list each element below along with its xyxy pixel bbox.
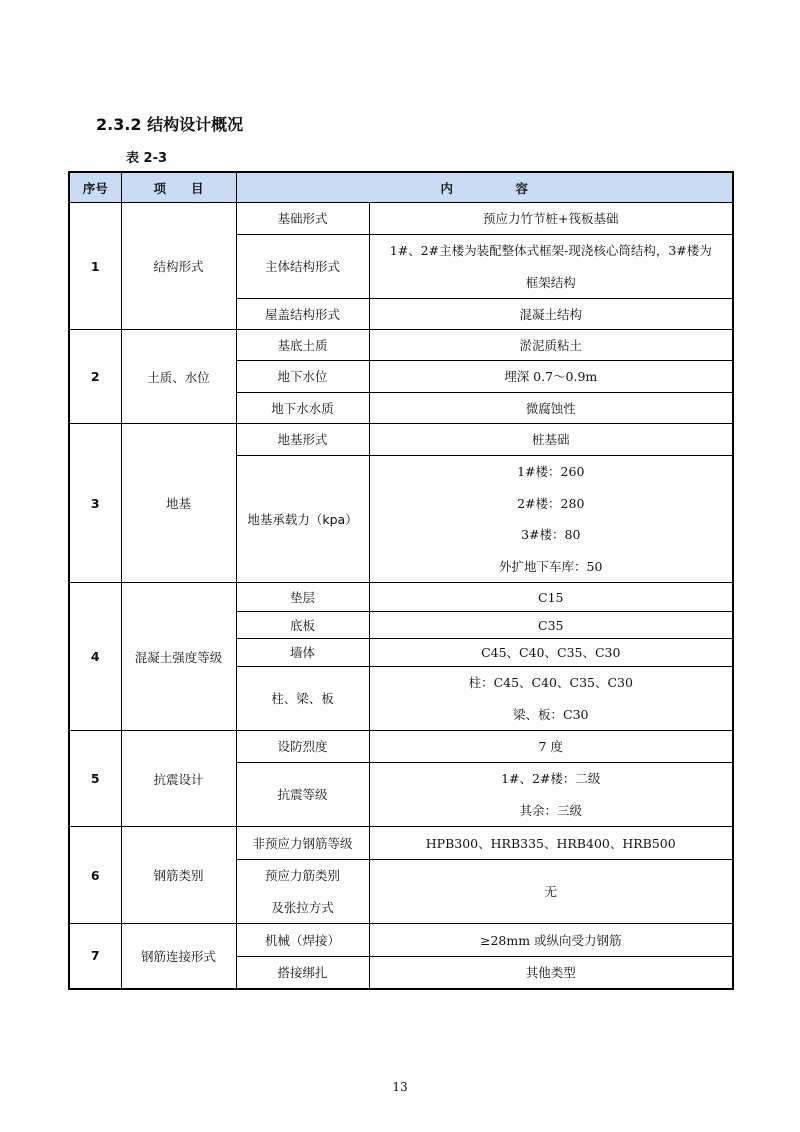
content-line: 其他类型 xyxy=(525,964,576,980)
item-content xyxy=(369,330,733,361)
item-name-line: 地基承载力（kpa） xyxy=(247,511,358,527)
item-name-line: 设防烈度 xyxy=(277,739,328,754)
content-line: 桩基础 xyxy=(532,432,570,447)
content-line: 1#、2#主楼为装配整体式框架-现浇核心筒结构，3#楼为 xyxy=(389,243,712,258)
row-category: 地基 xyxy=(121,424,236,583)
content-line: 7 度 xyxy=(538,739,563,754)
content-line: 微腐蚀性 xyxy=(525,400,576,416)
content-line: C35 xyxy=(538,617,564,633)
row-number: 3 xyxy=(69,424,121,583)
content-line: 混凝土结构 xyxy=(519,306,583,322)
item-content xyxy=(369,763,733,827)
item-content xyxy=(369,827,733,860)
item-name xyxy=(236,827,369,860)
item-name-line: 搭接绑扎 xyxy=(277,964,328,980)
item-name xyxy=(236,957,369,989)
content-line: 其余：三级 xyxy=(519,802,583,818)
item-content xyxy=(369,299,733,330)
row-number: 7 xyxy=(69,924,121,989)
item-name-line: 墙体 xyxy=(289,645,315,660)
header-item: 项 目 xyxy=(121,172,236,203)
item-content xyxy=(369,957,733,989)
table-label: 表 2-3 xyxy=(126,151,168,166)
content-line: 3#楼：80 xyxy=(521,527,581,542)
content-line: 埋深 0.7～0.9m xyxy=(504,369,598,384)
content-line: 1#、2#楼：二级 xyxy=(501,771,601,786)
structure-design-table xyxy=(68,171,734,990)
item-name xyxy=(236,731,369,763)
item-name xyxy=(236,763,369,827)
table-row xyxy=(69,924,733,957)
item-name xyxy=(236,639,369,667)
item-content xyxy=(369,667,733,731)
item-name-line: 基础形式 xyxy=(277,211,328,226)
item-content xyxy=(369,731,733,763)
row-category: 结构形式 xyxy=(121,203,236,330)
item-name xyxy=(236,860,369,924)
item-name-line: 地下水位 xyxy=(277,369,328,384)
row-category: 钢筋连接形式 xyxy=(121,924,236,989)
item-name-line: 预应力筋类别 xyxy=(264,868,340,883)
item-name xyxy=(236,667,369,731)
item-content xyxy=(369,639,733,667)
item-name xyxy=(236,612,369,639)
item-name-line: 非预应力钢筋等级 xyxy=(252,835,353,851)
content-line: C45、C40、C35、C30 xyxy=(481,645,621,660)
item-content xyxy=(369,203,733,235)
item-name-line: 屋盖结构形式 xyxy=(264,306,340,322)
row-number: 1 xyxy=(69,203,121,330)
item-name-line: 地基形式 xyxy=(277,432,328,447)
item-name-line: 主体结构形式 xyxy=(264,259,340,274)
item-name-line: 基底土质 xyxy=(277,337,328,353)
content-line: 无 xyxy=(544,884,558,899)
header-content: 内 容 xyxy=(236,172,733,203)
item-content xyxy=(369,612,733,639)
content-line: ≥28mm 或纵向受力钢筋 xyxy=(479,932,622,948)
item-name-line: 地下水水质 xyxy=(271,400,334,416)
item-name-line: 及张拉方式 xyxy=(271,899,334,915)
row-number: 6 xyxy=(69,827,121,924)
row-category: 抗震设计 xyxy=(121,731,236,827)
item-content xyxy=(369,393,733,424)
content-line: 柱：C45、C40、C35、C30 xyxy=(468,675,633,690)
content-line: HPB300、HRB335、HRB400、HRB500 xyxy=(425,835,676,851)
item-content xyxy=(369,456,733,583)
row-category: 土质、水位 xyxy=(121,330,236,424)
item-name xyxy=(236,583,369,612)
item-content xyxy=(369,583,733,612)
item-content xyxy=(369,424,733,456)
item-name xyxy=(236,299,369,330)
item-name-line: 机械（焊接） xyxy=(264,932,340,948)
item-name-line: 柱、梁、板 xyxy=(271,691,334,706)
content-line: 淤泥质粘土 xyxy=(519,337,583,353)
item-name xyxy=(236,361,369,393)
row-category: 钢筋类别 xyxy=(121,827,236,924)
item-name xyxy=(236,330,369,361)
item-content xyxy=(369,235,733,299)
item-content xyxy=(369,860,733,924)
row-number: 5 xyxy=(69,731,121,827)
content-line: 2#楼：280 xyxy=(517,495,585,511)
table-row xyxy=(69,731,733,763)
header-no: 序号 xyxy=(69,172,121,203)
page-number: 13 xyxy=(392,1080,408,1094)
item-name-line: 抗震等级 xyxy=(277,787,328,802)
content-line: 外扩地下车库：50 xyxy=(499,558,603,574)
content-line: 预应力竹节桩+筏板基础 xyxy=(483,211,619,226)
item-name xyxy=(236,456,369,583)
item-name xyxy=(236,393,369,424)
row-category: 混凝土强度等级 xyxy=(121,583,236,731)
item-name-line: 底板 xyxy=(289,617,315,633)
table-row xyxy=(69,583,733,612)
content-line: 梁、板：C30 xyxy=(513,706,589,722)
table-row xyxy=(69,203,733,235)
item-name xyxy=(236,203,369,235)
table-header-row xyxy=(69,172,733,203)
item-name xyxy=(236,424,369,456)
row-number: 2 xyxy=(69,330,121,424)
item-content xyxy=(369,924,733,957)
table-row xyxy=(69,330,733,361)
content-line: 框架结构 xyxy=(525,274,576,290)
item-name xyxy=(236,235,369,299)
table-row xyxy=(69,827,733,860)
item-name-line: 垫层 xyxy=(289,589,315,605)
content-line: C15 xyxy=(538,589,564,605)
item-content xyxy=(369,361,733,393)
item-name xyxy=(236,924,369,957)
table-row xyxy=(69,424,733,456)
content-line: 1#楼：260 xyxy=(517,464,585,479)
section-title: 2.3.2 结构设计概况 xyxy=(96,115,244,134)
row-number: 4 xyxy=(69,583,121,731)
